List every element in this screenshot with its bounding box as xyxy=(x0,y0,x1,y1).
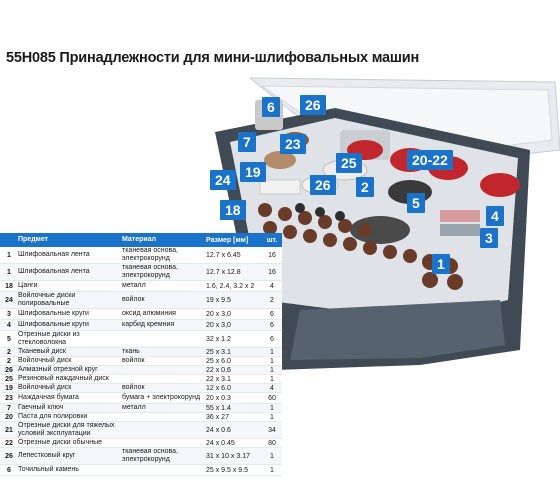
cell-qty: 80 xyxy=(268,439,276,447)
callout-badge: 25 xyxy=(336,153,362,173)
callout-badge: 6 xyxy=(262,97,280,117)
table-row xyxy=(0,348,282,357)
cell-size: 31 x 10 x 3.17 xyxy=(206,452,250,460)
table-row xyxy=(0,375,282,384)
table-row xyxy=(0,422,282,439)
cell-number: 4 xyxy=(7,321,11,329)
callout-badge: 1 xyxy=(432,254,450,274)
cell-item: Отрезные диски обычные xyxy=(18,439,103,446)
cell-item: Цанги xyxy=(18,282,38,289)
cell-number: 1 xyxy=(7,251,11,259)
callout-badge: 7 xyxy=(238,132,256,152)
cell-size: 22 x 3.1 xyxy=(206,375,231,383)
cell-size: 24 x 0.6 xyxy=(206,426,231,434)
table-row xyxy=(0,404,282,413)
header-material: Материал xyxy=(122,236,157,243)
table-row xyxy=(0,439,282,448)
cell-qty: 1 xyxy=(270,404,274,412)
cell-size: 20 x 3,0 xyxy=(206,321,231,329)
cell-qty: 1 xyxy=(270,348,274,356)
table-body xyxy=(0,247,282,476)
cell-material: бумага + электрокорунд xyxy=(122,394,201,401)
cell-item: Войлочный диск xyxy=(18,384,72,391)
table-row xyxy=(0,281,282,292)
cell-size: 36 x 27 xyxy=(206,413,229,421)
callout-badge: 18 xyxy=(220,200,246,220)
cell-number: 22 xyxy=(5,439,13,447)
cell-number: 6 xyxy=(7,466,11,474)
table-row xyxy=(0,413,282,422)
cell-qty: 6 xyxy=(270,321,274,329)
cell-size: 55 x 1.4 xyxy=(206,404,231,412)
cell-size: 12.7 x 6.45 xyxy=(206,251,241,259)
callout-badge: 19 xyxy=(240,162,266,182)
cell-number: 24 xyxy=(5,296,13,304)
cell-number: 18 xyxy=(5,282,13,290)
cell-item: Шлифовальная лента xyxy=(18,268,90,275)
cell-qty: 2 xyxy=(270,296,274,304)
table-row xyxy=(0,384,282,393)
cell-size: 25 x 3.1 xyxy=(206,348,231,356)
cell-item: Паста для полировки xyxy=(18,413,88,420)
cell-qty: 4 xyxy=(270,282,274,290)
cell-qty: 60 xyxy=(268,394,276,402)
cell-qty: 1 xyxy=(270,452,274,460)
cell-item: Лепестковый круг xyxy=(18,452,76,459)
cell-material: металл xyxy=(122,404,146,411)
cell-number: 2 xyxy=(7,357,11,365)
cell-size: 24 x 0.45 xyxy=(206,439,235,447)
cell-number: 5 xyxy=(7,335,11,343)
callout-badge: 26 xyxy=(310,175,336,195)
table-row xyxy=(0,331,282,348)
cell-qty: 1 xyxy=(270,366,274,374)
cell-item: Шлифовальная лента xyxy=(18,251,90,258)
cell-number: 3 xyxy=(7,310,11,318)
table-row xyxy=(0,247,282,264)
cell-number: 20 xyxy=(5,413,13,421)
cell-qty: 6 xyxy=(270,310,274,318)
table-row xyxy=(0,320,282,331)
cell-item: Шлифовальные круги xyxy=(18,321,89,328)
cell-size: 19 x 9.5 xyxy=(206,296,231,304)
cell-material: металл xyxy=(122,282,146,289)
cell-size: 32 x 1.2 xyxy=(206,335,231,343)
callout-badge: 23 xyxy=(280,134,306,154)
header-size: Размер [мм] xyxy=(206,236,249,244)
cell-material: карбид кремния xyxy=(122,321,175,328)
cell-qty: 1 xyxy=(270,375,274,383)
cell-material: войлок xyxy=(122,384,145,391)
cell-number: 7 xyxy=(7,404,11,412)
table-header xyxy=(0,233,282,247)
cell-item: Точильный камень xyxy=(18,466,79,473)
table-row xyxy=(0,309,282,320)
cell-size: 12.7 x 12.8 xyxy=(206,268,241,276)
callout-badge: 26 xyxy=(300,95,326,115)
cell-size: 12 x 6.0 xyxy=(206,384,231,392)
cell-size: 25 x 6.0 xyxy=(206,357,231,365)
cell-size: 25 x 9.5 x 9.5 xyxy=(206,466,249,474)
parts-table xyxy=(0,233,282,476)
table-row xyxy=(0,366,282,375)
table-row xyxy=(0,448,282,465)
page-title: 55Н085 Принадлежности для мини-шлифовальных машин xyxy=(6,50,420,66)
cell-item: Шлифовальные круги xyxy=(18,310,89,317)
table-row xyxy=(0,264,282,281)
cell-material: ткань xyxy=(122,348,140,355)
header-qty: шт. xyxy=(266,236,278,244)
cell-number: 2 xyxy=(7,348,11,356)
cell-number: 23 xyxy=(5,394,13,402)
cell-qty: 16 xyxy=(268,251,276,259)
cell-item: Отрезные диски из стекловолокна xyxy=(18,331,80,346)
table-row xyxy=(0,465,282,476)
cell-material: войлок xyxy=(122,296,145,303)
cell-number: 21 xyxy=(5,426,13,434)
cell-qty: 1 xyxy=(270,466,274,474)
cell-qty: 6 xyxy=(270,335,274,343)
table-row xyxy=(0,292,282,309)
cell-number: 25 xyxy=(5,375,13,383)
cell-size: 22 x 0.6 xyxy=(206,366,231,374)
cell-number: 26 xyxy=(5,452,13,460)
cell-number: 26 xyxy=(5,366,13,374)
cell-item: Войлочный диск xyxy=(18,357,72,364)
cell-qty: 1 xyxy=(270,357,274,365)
cell-item: Отрезные диски для тяжелых условий эксплуатации xyxy=(18,422,115,437)
cell-number: 19 xyxy=(5,384,13,392)
callout-badge: 20-22 xyxy=(407,150,453,170)
callout-badge: 4 xyxy=(486,206,504,226)
cell-qty: 1 xyxy=(270,413,274,421)
cell-qty: 34 xyxy=(268,426,276,434)
callout-badge: 24 xyxy=(210,170,236,190)
cell-material: войлок xyxy=(122,357,145,364)
table-row xyxy=(0,357,282,366)
header-item: Предмет xyxy=(18,236,49,243)
callout-badge: 2 xyxy=(356,177,374,197)
cell-item: Резиновый наждачный диск xyxy=(18,375,109,382)
cell-item: Тканевый диск xyxy=(18,348,66,355)
cell-qty: 16 xyxy=(268,268,276,276)
callout-badge: 5 xyxy=(407,193,425,213)
cell-size: 1.6, 2.4, 3.2 x 2 xyxy=(206,282,255,290)
cell-item: Алмазный отрезной круг xyxy=(18,366,98,373)
cell-material: тканевая основа, электрокорунд xyxy=(122,448,178,463)
callout-badge: 3 xyxy=(480,228,498,248)
cell-item: Наждачная бумага xyxy=(18,394,79,401)
table-row xyxy=(0,393,282,404)
cell-material: тканевая основа, электрокорунд xyxy=(122,264,178,279)
cell-size: 20 x 3,0 xyxy=(206,310,231,318)
cell-number: 1 xyxy=(7,268,11,276)
cell-qty: 4 xyxy=(270,384,274,392)
cell-material: тканевая основа, электрокорунд xyxy=(122,247,178,262)
cell-item: Войлочные диски полировальные xyxy=(18,292,76,307)
cell-material: оксид алюминия xyxy=(122,310,176,317)
cell-size: 20 x 0.3 xyxy=(206,394,231,402)
cell-item: Гаечный ключ xyxy=(18,404,64,411)
